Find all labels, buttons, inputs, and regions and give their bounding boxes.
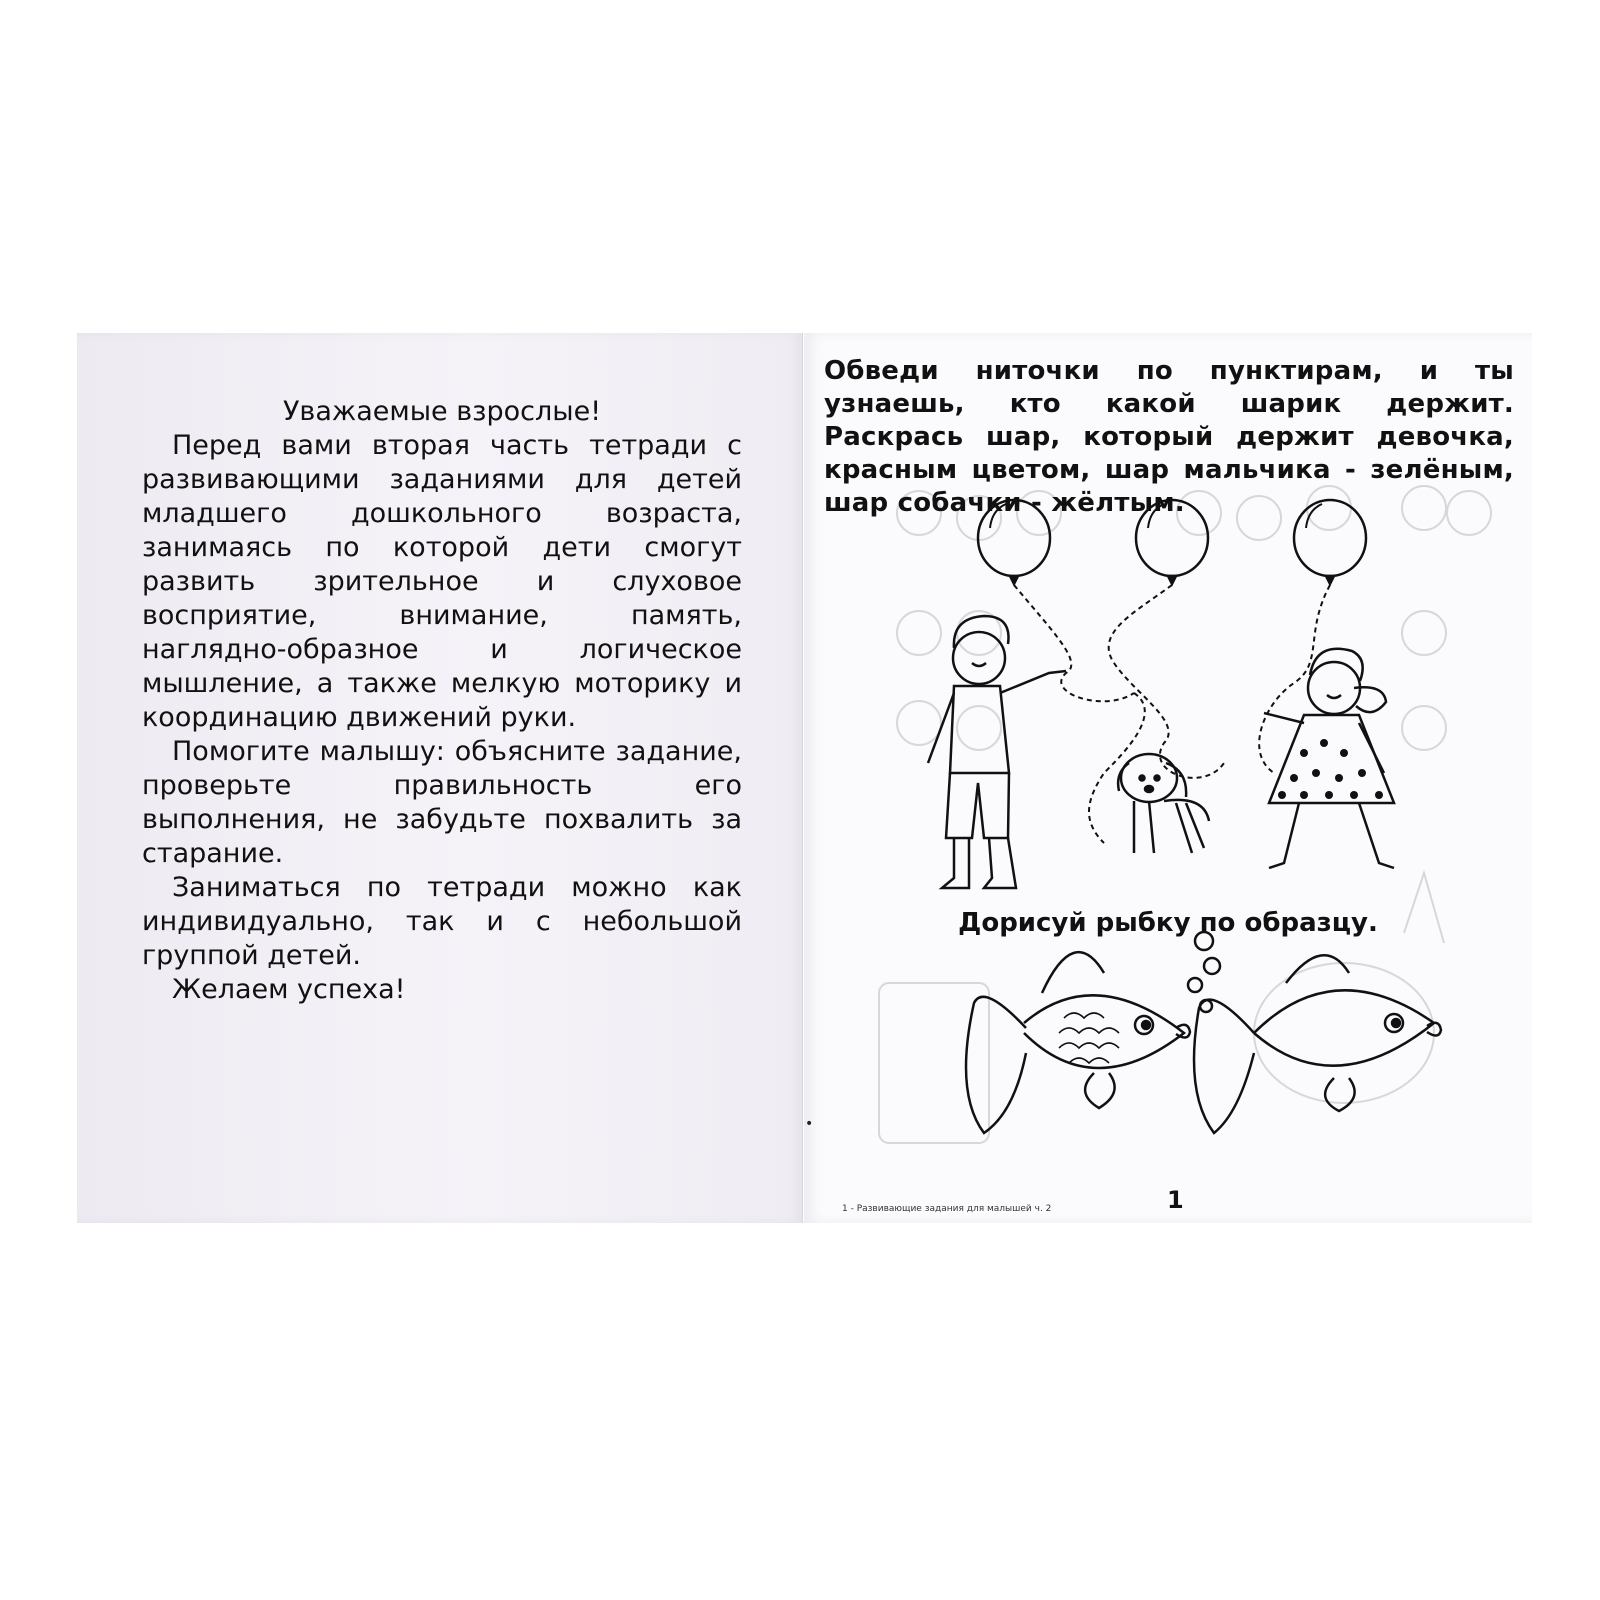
left-page xyxy=(77,333,803,1223)
fish-to-complete xyxy=(1194,955,1441,1133)
footer-note: 1 - Развивающие задания для малышей ч. 2 xyxy=(842,1204,1052,1214)
binding-mark: • xyxy=(805,1116,814,1132)
intro-paragraph-2: Помогите малышу: объясните задание, проверьте правильность его выполнения, не забудьте похвалить за старание. xyxy=(142,736,742,869)
right-page xyxy=(804,333,1532,1223)
page-number: 1 xyxy=(1167,1186,1184,1214)
open-workbook xyxy=(77,333,1532,1223)
fish-drawing-illustration xyxy=(804,333,1532,1223)
intro-heading: Уважаемые взрослые! xyxy=(282,396,602,427)
task-instruction-threads: Обведи ниточки по пунктирам, и ты узнаешь, кто какой шарик держит. Раскрась шар, который держит девочка, красным цветом, шар мальчика - зелёным, шар собачки - жёлтым. xyxy=(824,356,1514,518)
intro-paragraph-3: Заниматься по тетради можно как индивидуально, так и с небольшой группой детей. xyxy=(142,872,742,971)
task-instruction-fish: Дорисуй рыбку по образцу. xyxy=(958,908,1378,938)
intro-paragraph-4: Желаем успеха! xyxy=(172,974,406,1005)
sample-fish xyxy=(966,952,1190,1133)
intro-paragraph-1: Перед вами вторая часть тетради с развивающими заданиями для детей младшего дошкольного возраста, занимаясь по которой дети смогут развить зрительное и слуховое восприятие, внимание, память, наглядно-образное и логическое мышление, а также мелкую моторику и координацию движений руки. xyxy=(142,430,742,733)
intro-text xyxy=(142,395,742,1007)
